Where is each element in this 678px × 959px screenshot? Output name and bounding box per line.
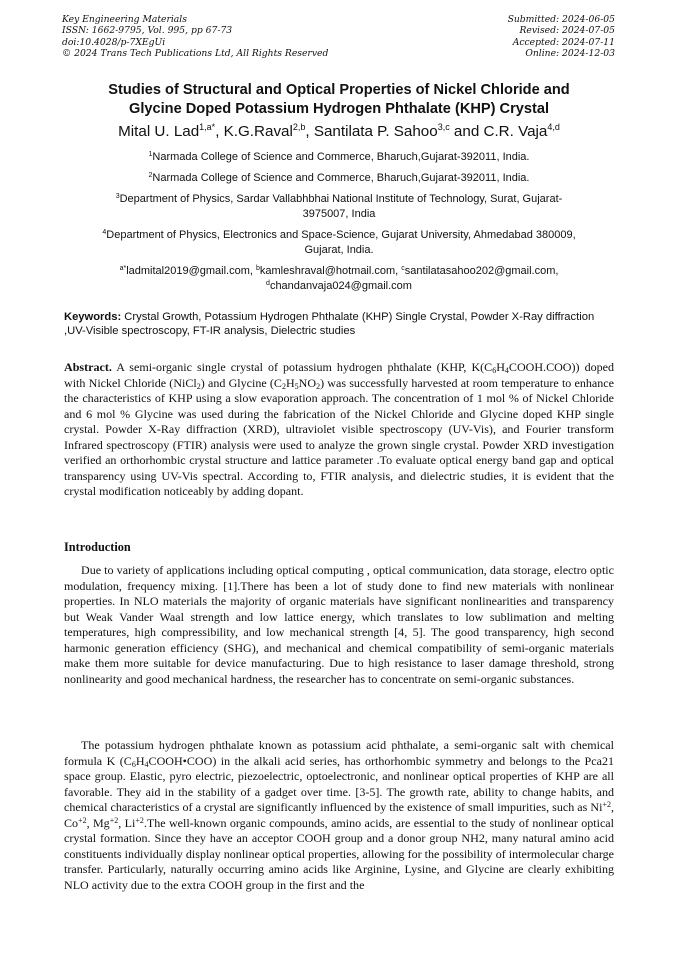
email-d[interactable]: chandanvaja024@gmail.com [269, 279, 412, 292]
affiliation-4-line-2: Gujarat, India. [304, 243, 374, 256]
author-1: Mital U. Lad [118, 123, 200, 140]
abstract-text-6: NO [298, 375, 317, 390]
journal-name: Key Engineering Materials [62, 14, 187, 25]
affiliation-4 [70, 228, 608, 257]
affiliation-1-text: Narmada College of Science and Commerce, Bharuch,Gujarat-392011, India. [152, 151, 530, 163]
journal-header [62, 14, 382, 59]
abstract-text-2: H [496, 360, 505, 374]
mg-charge-sup: +2 [109, 815, 119, 825]
abstract-sub: 2 [281, 381, 286, 391]
ni-charge-sup: +2 [602, 800, 611, 810]
introduction-heading: Introduction [64, 540, 131, 554]
intro-p2-sub: 6 [131, 759, 136, 769]
author-sep-2: , [305, 123, 314, 140]
email-c[interactable]: santilatasahoo202@gmail.com, [404, 265, 559, 277]
accepted-date: Accepted: 2024-07-11 [512, 36, 615, 48]
author-4: C.R. Vaja [483, 123, 548, 140]
intro-p2-text-g: .The well-known organic compounds, amino acids, are essential to the study of nonlinear optical crystal formation. Since they have an acceptor COOH group and a donor group NH2, many natural amino acid constituents individually display nonlinear optical properties, allowing for the possibility of intermolecular charge transfer. Particularly, naturally occurring amino acids like Arginine, Lysine, and Glycine are clearly exhibiting NLO activity due to the extra COOH group in the first and the [64, 815, 614, 892]
intro-p2-text-f: , Li [118, 815, 136, 830]
title-line-2: Glycine Doped Potassium Hydrogen Phthalate (KHP) Crystal [128, 100, 550, 117]
intro-p2-text-a: The potassium hydrogen phthalate known as potassium acid phthalate, a semi-organic salt with chemical formula K (C [64, 738, 614, 768]
affiliation-3-line-1: Department of Physics, Sardar Vallabhbhai National Institute of Technology, Surat, Gujarat- [119, 193, 563, 205]
email-b-sup: b [255, 265, 260, 272]
revised-date: Revised: 2024-07-05 [519, 25, 615, 37]
abstract-text-4: ) and Glycine (C [200, 375, 282, 390]
affiliation-3-line-2: 3975007, India [302, 207, 376, 220]
abstract-text-3: COOH.COO)) doped with Nickel Chloride (NiCl [64, 360, 615, 390]
email-list [70, 264, 608, 293]
author-3: Santilata P. Sahoo [313, 123, 438, 140]
affiliation-1 [70, 150, 608, 165]
author-3-sup: 3,c [437, 122, 450, 132]
intro-paragraph-1: Due to variety of applications including optical computing , optical communication, data storage, electro optic modulation, frequency mixing. [1].There has been a lot of study done to find new materials with nonlinear properties. In NLO materials the majority of organic materials have significant nonlinearities and transparency but Weak Vander Waal strength and low lattice energy, which translates to low sublimation and melting temperatures, high compressibility, and low mechanical strength [4, 5]. The good transparency, high second harmonic generation efficiency (SHG), and mechanical and chemical compatibility of semi-organic materials make them more suitable for device manufacturing. Due to high resistance to laser damage threshold, strong nonlinearity and good mechanical hardness, the researcher has to concentrate on semi-organic substances. [64, 563, 614, 686]
affiliation-2 [70, 171, 608, 186]
intro-p2-text-d: , Co [64, 800, 614, 830]
abstract-sub: 5 [294, 381, 299, 391]
intro-p2-sub: 4 [144, 759, 149, 769]
author-sep-1: , [215, 123, 224, 140]
author-4-sup: 4,d [547, 122, 560, 132]
affiliation-2-text: Narmada College of Science and Commerce, Bharuch,Gujarat-392011, India. [152, 172, 530, 184]
author-and: and [449, 123, 484, 140]
abstract-text-7: ) was successfully harvested at room temperature to enhance the characteristics of KHP using a slow evaporation approach. The concentration of 1 mol % of Nickel Chloride and 6 mol % Glycine was used during the fabrication of the Nickel Chloride and Glycine doped KHP single crystal. Powder X-Ray diffraction (XRD), ultraviolet visible spectroscopy (UV-Vis), and Fourier transform Infrared spectroscopy (FTIR) analysis were used to analyze the grown single crystal. Powder XRD investigation verified an orthorhombic crystal structure and lattice parameter .To evaluate optical energy band gap and optical transparency using UV-Vis spectral. According to, FTIR analysis, and dielectric studies, it is evident that the crystal modification noticeably by adding dopant. [64, 375, 614, 499]
online-date: Online: 2024-12-03 [525, 47, 615, 59]
keywords [64, 310, 616, 339]
abstract-text-5: H [285, 375, 295, 390]
intro-p2-text-b: H [135, 753, 145, 768]
abstract-sub: 6 [492, 366, 497, 375]
paper-title [50, 81, 628, 118]
author-2: K.G.Raval [223, 123, 293, 140]
author-2-sup: 2,b [292, 122, 306, 132]
li-charge-sup: +2 [135, 815, 144, 825]
abstract-text-1: A semi-organic single crystal of potassium hydrogen phthalate (KHP, K(C [111, 360, 493, 374]
keywords-text: Crystal Growth, Potassium Hydrogen Phthalate (KHP) Single Crystal, Powder X-Ray diffraction ,UV-Visible spectroscopy, FT-IR analysis, Dielectric studies [64, 311, 595, 338]
email-d-sup: d [266, 279, 270, 287]
abstract-sub: 2 [316, 381, 321, 391]
affiliation-3-sup: 3 [115, 193, 120, 200]
abstract-sub: 4 [504, 366, 509, 375]
author-list [40, 123, 638, 141]
email-a[interactable]: ladmital2019@gmail.com, [126, 265, 256, 277]
email-c-sup: c [401, 265, 405, 272]
affiliation-4-sup: 4 [102, 229, 107, 236]
affiliation-3 [70, 192, 608, 221]
copyright-line: © 2024 Trans Tech Publications Ltd, All Rights Reserved [62, 47, 329, 59]
doi-line[interactable]: doi:10.4028/p-7XEgUi [62, 36, 166, 48]
abstract [64, 360, 614, 500]
author-1-sup: 1,a* [199, 122, 216, 132]
intro-p2-text-c: COOH•COO) in the alkali acid series, has orthorhombic symmetry and belongs to the Pca21 space group. Elastic, pyro electric, piezoelectric, optoelectronic, and nonlinear optical properties of KHP are all favorable. They aid in the stability of a gadget over time. [3-5]. The growth rate, ability to change habits, and chemical characteristics of a crystal are significantly influenced by the existence of small impurities, such as Ni [64, 753, 614, 815]
intro-paragraph-2 [64, 738, 614, 893]
email-b[interactable]: kamleshraval@hotmail.com, [259, 265, 402, 277]
abstract-sub: 2 [196, 381, 201, 391]
affiliation-2-sup: 2 [148, 172, 153, 179]
title-line-1: Studies of Structural and Optical Properties of Nickel Chloride and [108, 82, 570, 98]
co-charge-sup: +2 [78, 815, 87, 825]
dates-header [415, 14, 615, 59]
affiliation-4-line-1: Department of Physics, Electronics and Space-Science, Gujarat University, Ahmedabad 380009, [106, 229, 576, 241]
submitted-date: Submitted: 2024-06-05 [507, 14, 615, 25]
issn-line: ISSN: 1662-9795, Vol. 995, pp 67-73 [62, 25, 233, 37]
affiliation-1-sup: 1 [148, 151, 153, 158]
email-a-sup: a* [119, 265, 127, 272]
keywords-label: Keywords: [64, 311, 122, 323]
abstract-label: Abstract. [64, 360, 112, 374]
intro-p2-text-e: , Mg [86, 815, 110, 830]
